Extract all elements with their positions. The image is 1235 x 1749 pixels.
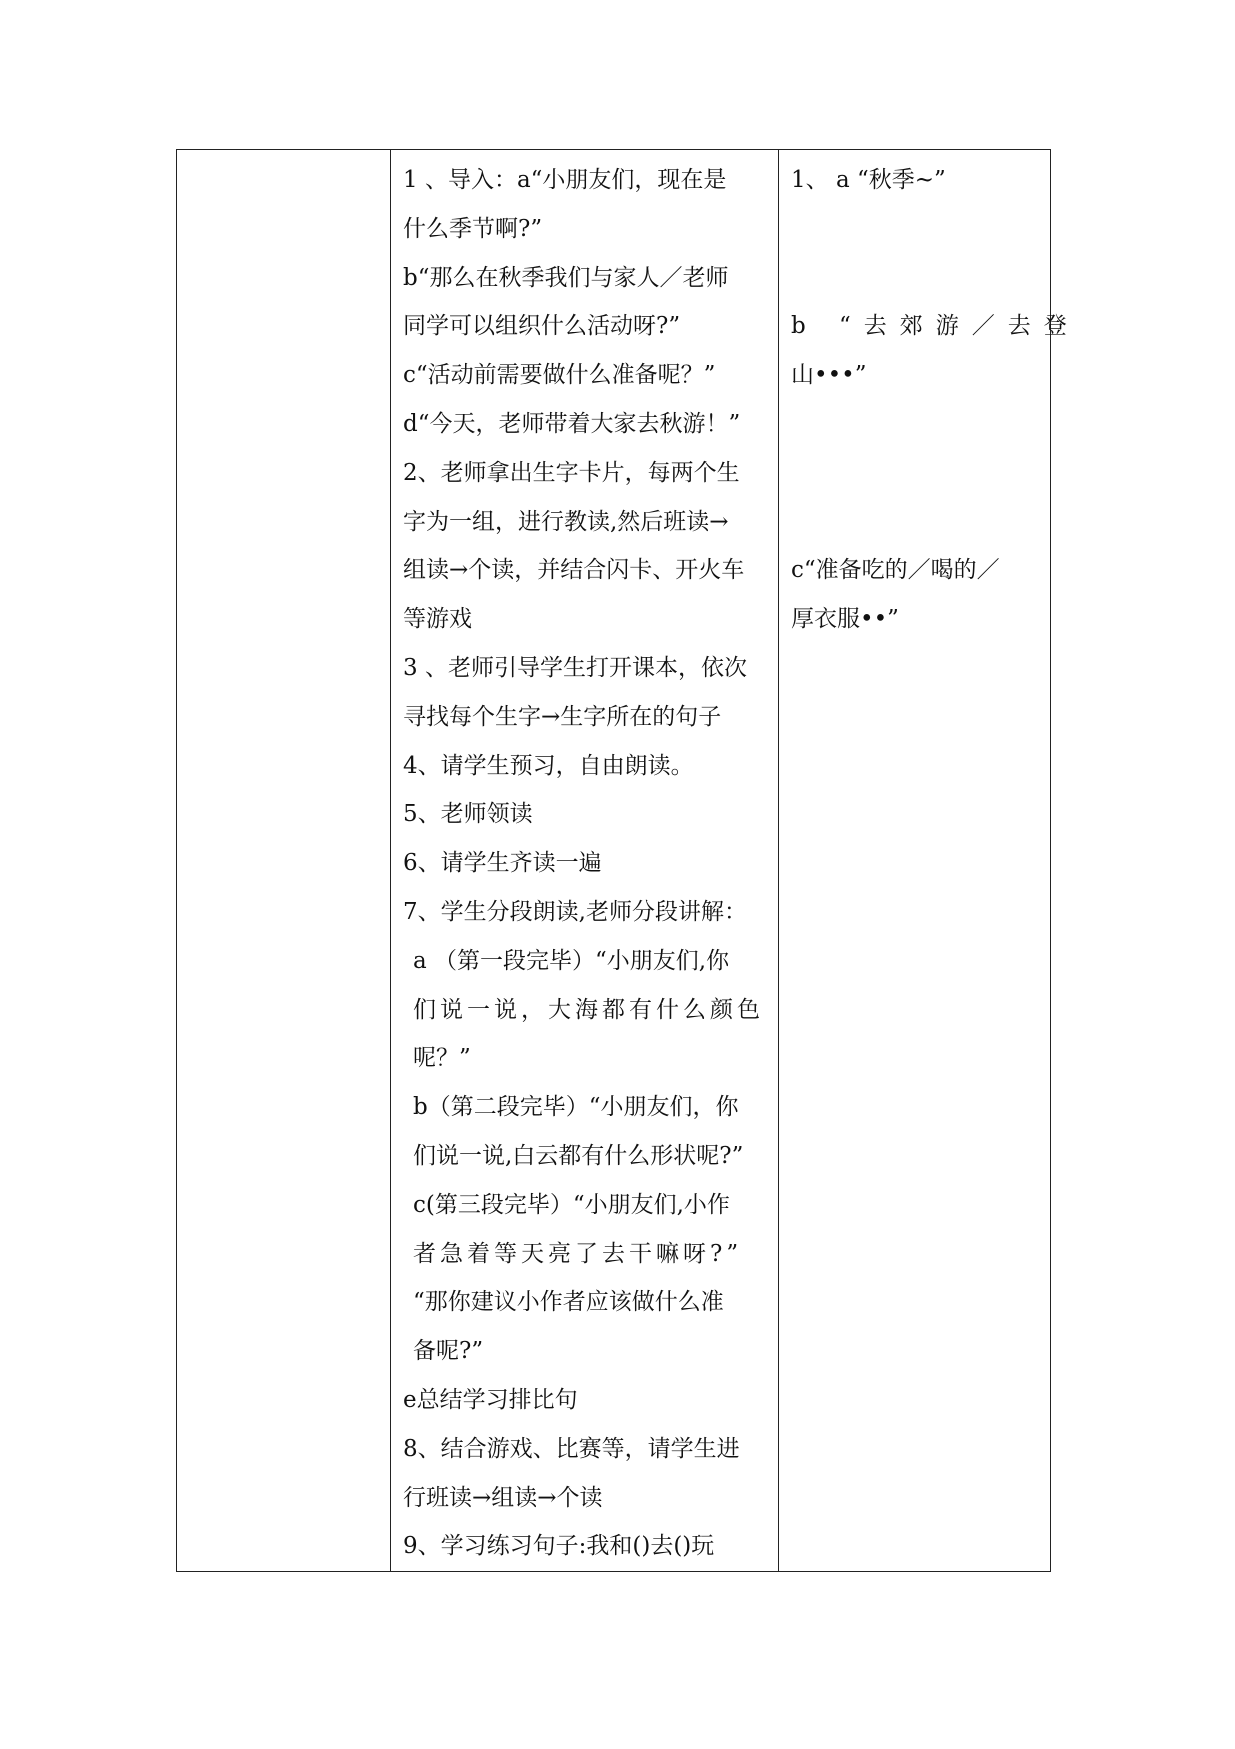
procedure-line: 6、请学生齐读一遍 <box>403 850 602 877</box>
procedure-line: e总结学习排比句 <box>403 1386 578 1413</box>
procedure-line: d“今天，老师带着大家去秋游！” <box>403 410 741 437</box>
teaching-procedure-cell <box>391 150 779 1572</box>
empty-left-cell <box>177 150 391 1572</box>
procedure-line: 寻找每个生字→生字所在的句子 <box>403 703 722 730</box>
procedure-line: 4、请学生预习，自由朗读。 <box>403 752 694 779</box>
procedure-line: 字为一组，进行教读,然后班读→ <box>403 508 729 535</box>
procedure-line: a （第一段完毕）“小朋友们,你 <box>413 947 730 974</box>
procedure-line: 1 、导入：a“小朋友们，现在是 <box>403 167 727 193</box>
response-c-line2: 厚衣服••” <box>791 606 899 633</box>
procedure-line: c“活动前需要做什么准备呢？” <box>403 362 716 389</box>
procedure-line: 行班读→组读→个读 <box>403 1484 603 1511</box>
procedure-line: 们说一说,白云都有什么形状呢?” <box>413 1142 744 1169</box>
procedure-line: 5、老师领读 <box>403 801 533 828</box>
procedure-line: 者急着等天亮了去干嘛呀?” <box>413 1240 743 1267</box>
response-b-line2: 山•••” <box>791 362 867 389</box>
procedure-line: c(第三段完毕）“小朋友们,小作 <box>413 1191 730 1218</box>
response-c-line1: c“准备吃的／喝的／ <box>791 557 1000 584</box>
table-row <box>177 150 1051 1572</box>
procedure-line: 3 、老师引导学生打开课本，依次 <box>403 654 747 681</box>
response-b-line1: b “去郊游／去登 <box>791 313 1080 340</box>
procedure-line: 等游戏 <box>403 606 472 633</box>
procedure-line: 呢？” <box>413 1045 471 1072</box>
procedure-line: 什么季节啊?” <box>403 215 543 242</box>
procedure-line: 同学可以组织什么活动呀?” <box>403 313 681 340</box>
lesson-plan-table <box>176 149 1080 1572</box>
response-a: 1、 a “秋季~” <box>791 167 946 193</box>
procedure-line: “那你建议小作者应该做什么准 <box>413 1289 724 1316</box>
procedure-line: b（第二段完毕）“小朋友们，你 <box>413 1094 739 1121</box>
procedure-line: 们说一说，大海都有什么颜色 <box>413 996 764 1023</box>
procedure-line: b“那么在秋季我们与家人／老师 <box>403 264 729 291</box>
student-response-cell <box>779 150 1080 1572</box>
procedure-line: 备呢?” <box>413 1338 484 1365</box>
procedure-line: 7、学生分段朗读,老师分段讲解： <box>403 898 747 925</box>
procedure-line: 组读→个读，并结合闪卡、开火车 <box>403 557 745 584</box>
procedure-line: 9、学习练习句子:我和()去()玩 <box>403 1533 715 1560</box>
procedure-line: 2、老师拿出生字卡片，每两个生 <box>403 459 740 486</box>
procedure-line: 8、结合游戏、比赛等，请学生进 <box>403 1435 740 1462</box>
